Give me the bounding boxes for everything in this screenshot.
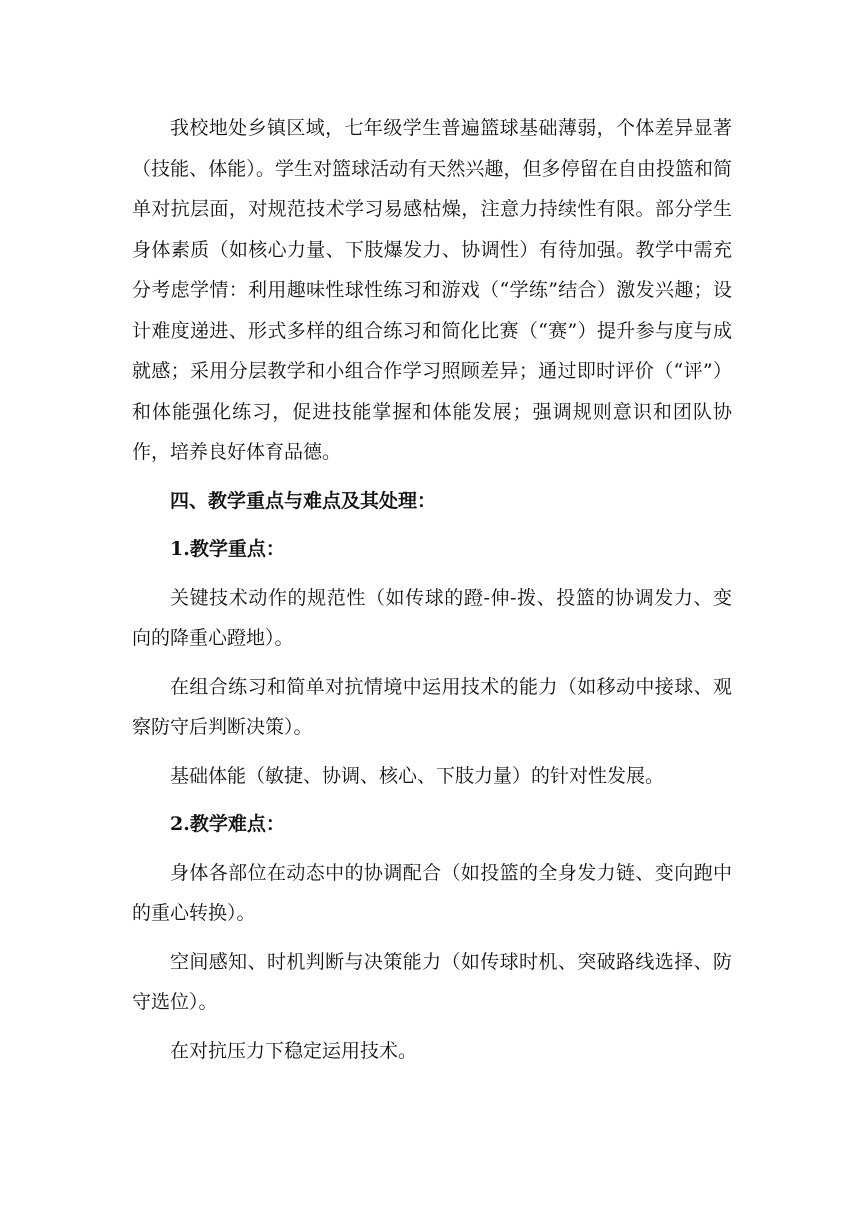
section-gap <box>132 659 732 667</box>
subheading-teaching-key-points: 1.教学重点： <box>170 538 285 560</box>
section-gap <box>132 748 732 756</box>
student-analysis-paragraph: 我校地处乡镇区域，七年级学生普遍篮球基础薄弱，个体差异显著（技能、体能）。学生对篮球活动有天然兴趣，但多停留在自由投篮和简单对抗层面，对规范技术学习易感枯燥，注意力持续性有限。部分学生身体素质（如核心力量、下肢爆发力、协调性）有待加强。教学中需充分考虑学情：利用趣味性球性练习和游戏（“学练”结合）激发兴趣；设计难度递进、形式多样的组合练习和简化比赛（“赛”）提升参与度与成就感；采用分层教学和小组合作学习照顾差异；通过即时评价（“评”）和体能强化练习，促进技能掌握和体能发展；强调规则意识和团队协作，培养良好体育品德。 <box>132 117 732 463</box>
section-gap <box>132 796 732 804</box>
key-point-application-paragraph: 在组合练习和简单对抗情境中运用技术的能力（如移动中接球、观察防守后判断决策）。 <box>132 675 732 738</box>
section-gap <box>132 521 732 529</box>
difficulty-coordination-paragraph: 身体各部位在动态中的协调配合（如投篮的全身发力链、变向跑中的重心转换）。 <box>132 861 732 924</box>
difficulty-decision-paragraph: 空间感知、时机判断与决策能力（如传球时机、突破路线选择、防守选位）。 <box>132 950 732 1013</box>
section-gap <box>132 473 732 481</box>
section-gap <box>132 845 732 853</box>
key-point-technique-paragraph: 关键技术动作的规范性（如传球的蹬-伸-拨、投篮的协调发力、变向的降重心蹬地）。 <box>132 586 732 649</box>
section-heading-teaching-focus: 四、教学重点与难点及其处理： <box>170 489 437 512</box>
subheading-teaching-difficulties: 2.教学难点： <box>170 813 285 835</box>
section-gap <box>132 1023 732 1031</box>
section-gap <box>132 570 732 578</box>
difficulty-pressure-paragraph: 在对抗压力下稳定运用技术。 <box>170 1039 418 1062</box>
section-gap <box>132 934 732 942</box>
key-point-fitness-paragraph: 基础体能（敏捷、协调、核心、下肢力量）的针对性发展。 <box>170 764 665 787</box>
document-body <box>132 108 732 1071</box>
